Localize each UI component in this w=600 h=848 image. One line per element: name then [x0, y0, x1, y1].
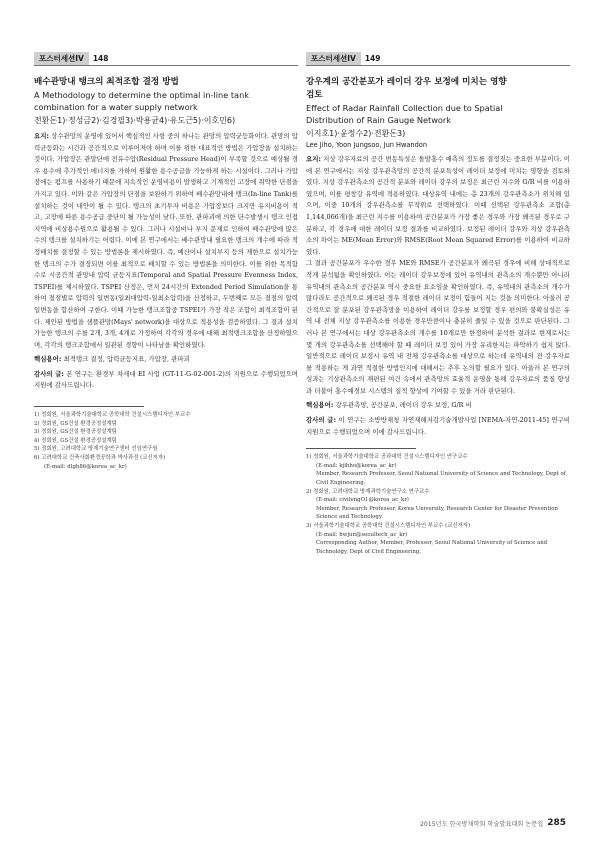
abstract-text: 지상 강우자료의 공간 변동특성은 돌발홍수 예측의 정도를 결정짓는 중요한 부분이다. 이에 본 연구에서는 지상 강우관측망의 공간적 분포특성이 레이더 보정에 미치는 영향을 검토하였다. 지상 강우관측소의 공간적 분포와 레이더 강우의 보정은 최근린 지수와 G/R 비를 이용하였으며, 이를 평창강 유역에 적용하였다. 대상유역 내에는 총 23개의 강우관측소가 위치해 있으며, 이중 10개의 강우관측소를 무작위로 선택하였다. 이때 선택된 강우관측소 조합(총 1,144,066개)을 최근린 지수를 이용하여 공간분포가 가장 좋은 경우와 가장 왜곡된 경우로 구분하고, 각 경우에 대한 레이더 보정 결과를 비교하였다. 보정된 레이더 강우와 지상 강우관측소의 차이는 ME(Mean Error)와 RMSE(Root Mean Squared Error)를 이용하여 비교하였다.	[306, 155, 570, 256]
session-tag: 포스터세션IV	[306, 52, 361, 65]
page-footer	[356, 818, 566, 828]
footnote: (E-mail: kjihho@korea_ac_kr)	[316, 462, 397, 469]
footnote: (E-mail: dlgh86@korea_ac_kr)	[44, 463, 127, 470]
page-number: 285	[547, 818, 566, 828]
paper-title-ko-line2: 검토	[306, 90, 323, 100]
ack-text: 본 연구는 환경부 차세대 EI 사업 (GT-11-G-02-001-2)의 지원으로 수행되었으며 지원에 감사드립니다.	[34, 369, 298, 390]
footnote-divider	[306, 448, 416, 449]
footnotes	[34, 411, 298, 471]
session-number: 148	[92, 54, 109, 63]
footnote-divider	[34, 406, 144, 407]
footnotes	[306, 453, 570, 556]
ack-label: 감사의 글:	[306, 416, 337, 425]
session-header	[306, 52, 570, 66]
footnote: 2) 정회원, 고려대학교 방재과학기술연구소 연구교수	[306, 488, 430, 495]
abstract	[34, 131, 298, 351]
paper-title-en-line2: combination for a water supply network	[34, 102, 198, 112]
footnote: 1) 정회원, 서울과학기술대학교 공학대학 건설시스템디자인 부교수	[34, 412, 191, 419]
keywords-text: 강우관측망, 공간분포, 레이더 강우 보정, G/R 비	[333, 401, 472, 410]
footnote: 2) 정회원, GS건설 환경공정설계팀	[34, 420, 117, 427]
authors-en: Lee Jiho, Yoon Jungsoo, Jun Hwandon	[306, 141, 427, 149]
ack-text: 이 연구는 소방방재청 자연재해저감기술개발사업 [NEMA-자연-2011-45] 연구비 지원으로 수행되었으며 이에 감사드립니다.	[306, 416, 570, 436]
acknowledgement	[306, 415, 570, 438]
authors: 이지호1)·윤정수2)·전환돈3)	[306, 129, 406, 138]
footnote: (E-mail: civilengO1@korea_ac_kr)	[316, 497, 409, 504]
abstract-text: 상수관망의 운영에 있어서 핵심적인 사항 중의 하나는 관망의 압력균등화이다. 관망의 압력균등화는 시간과 공간적으로 이루어져야 하며 이를 위한 대표적인 방법은 가압장을 설치하는 것이다. 가압장은 관말단에 전유수압(Residual Pressure Head)이 부족할 것으로 예상될 경우 용수에 추가적인 에너지를 가하여 원활한 용수공급을 가능하게 하는 시설이다. 그러나 가압장에는 펌프를 사용하기 때문에 지속적인 운영비용이 발생하고 기계적인 고장에 취약한 단점을 가지고 있다. 이와 같은 가압장의 단점을 보완하기 위하여 배수관망내에 탱크(In-line Tank)를 설치하는 것이 대안이 될 수 있다. 탱크의 초기투자 비용은 가압장보다 크지만 유지비용이 적고, 고장에 따른 용수공급 중단이 될 가능성이 낮다. 또한, 관파괴에 의한 단수발생시 탱크 인접지역에 비상용수원으로 활용될 수 있다. 그러나 시설비나 부지 문제로 인하여 배수관망에 많은 수의 탱크를 설치하기는 어렵다. 이에 본 연구에서는 배수관망내 필요한 탱크의 개수에 따라 적정배치를 결정할 수 있는 방법론을 제시하였다. 즉, 예산이나 설치부지 등의 제한으로 설치가능한 탱크의 수가 결정되면 이를 최적으로 배치할 수 있는 방법론을 의미한다. 이를 위한 목적함수로 시공간적 관망내 압력 균등지표(Temporal and Spatial Pressure Evenness Index, TSPEI)를 제시하였다. TSPEI 산정은, 먼저 24시간의 Extended Period Simulation을 통하여 절점별로 압력의 일변동(일최대압력-일최소압력)을 산정하고, 두번째로 모든 절점의 압력 일변동을 합산하여 구한다. 이때 가능한 탱크조합중 TSPEI가 가장 작은 조합이 최적조합이 된다. 제안된 방법을 샘플관망(Mays' network)을 대상으로 적용성을 검증하였다. 그 결과 설치 가능한 탱크의 수를 2개, 3개, 4개로 가정하여 각각의 경우에 대해 최적탱크조합을 산정하였으며, 각각의 탱크조합에서 일관된 경향이 나타남을 확인하였다.	[34, 132, 298, 349]
session-tag: 포스터세션IV	[34, 52, 89, 65]
keywords-label: 핵심용어:	[34, 355, 62, 364]
footnote: 1) 정회원, 서울과학기술대학교 공과대학 건설시스템디자인 연구교수	[306, 454, 468, 461]
keywords	[34, 354, 298, 366]
footnote: 3) 서울과학기술대학교 공학대학 건설시스템디자인 부교수 (교신저자)	[306, 523, 471, 529]
paper-148	[34, 52, 298, 471]
footnote: 5) 정회원, 고려대학교 방재기술연구센터 선임연구원	[34, 446, 158, 453]
ack-label: 감사의 글:	[34, 369, 64, 378]
session-number: 149	[364, 54, 381, 63]
abstract	[306, 154, 570, 258]
footnote: (E-mail: hwjun@seoultech_ac_kr)	[316, 531, 408, 538]
keywords	[306, 400, 570, 412]
authors: 전환돈1)·정성금2)·김경필3)·박용균4)·유도근5)·이호민6)	[34, 116, 236, 125]
keywords-text: 최적탱크 결정, 압력균등지표, 가압장, 관파괴	[61, 355, 190, 364]
paper-title-ko: 배수관망내 탱크의 최적조합 결정 방법	[34, 77, 179, 87]
abstract-paragraph-2: 그 결과 공간분포가 우수한 경우 ME와 RMSE가 공간분포가 왜곡된 경우에 비해 상대적으로 작게 분석됨을 확인하였다. 이는 레이더 강우보정에 있어 유역내의 관측소의 개수뿐만 아니라 유역내의 관측소의 공간분포 역시 중요한 요소임을 확인하였다. 즉, 유역내의 관측소의 개수가 많다라도 공간적으로 왜곡된 경우 적절한 레이더 보정이 힘들어 지는 것을 의미한다. 아울러 공간적으로 잘 분포된 강우관측망을 이용하여 레이더 강우를 보정할 경우 편의와 불확실성은 유역 내 전체 지상 강우관측소를 이용한 경우만큼이나 충분히 줄일 수 있을 것으로 판단된다. 그러나 본 연구에서는 대상 강우관측소의 개수를 10개로만 한정하여 분석한 결과로 현재로서는 몇 개의 강우관측소를 선택해야 할 때 레이더 보정 있어 가장 유리한지는 파악하기 쉽지 않다. 일반적으로 레이더 보정시 유역 내 전체 강우관측소를 대상으로 하는데 유역내의 전 강우자료를 적용하는 게 과연 적절한 방법인지에 대해서는 추후 논의할 필요가 있다. 아울러 본 연구의 성과는 기상관측소의 재편된 여건 속에서 관측망의 효율적 운영을 통해 강우자료의 품질 향상과 더불어 홍수예경보 시스템의 질적 향상에 기여할 수 있을 거라 판단된다.	[306, 259, 570, 395]
conference-name: 2015년도 한국방재학회 학술발표대회 논문집	[419, 820, 544, 828]
footnote: 3) 정회원, GS건설 환경공정설계팀	[34, 429, 117, 436]
keywords-label: 핵심용어:	[306, 401, 334, 410]
paper-title-en-line1: A Methodology to determine the optimal in-line tank	[34, 90, 250, 100]
footnote: 6) 고려대학교 건축사회환경공학과 박사과정 (교신저자)	[34, 455, 166, 462]
footnote: Member, Research Professor, Korea University, Research Center for Disaster Prevention Science and Technology.	[316, 505, 558, 521]
footnote: Corresponding Author, Member, Professor, Seoul National University of Science and Technology, Dept of Civil Engineering.	[316, 540, 548, 555]
paper-title-ko-line1: 강우계의 공간분포가 레이더 강우 보정에 미치는 영향	[306, 77, 507, 87]
footnote: 4) 정회원, GS건설 환경공정설계팀	[34, 437, 117, 444]
abstract-label: 요지:	[34, 132, 50, 140]
paper-title-en-line2: Distribution of Rain Gauge Network	[306, 115, 452, 125]
acknowledgement	[34, 369, 298, 392]
paper-149	[306, 52, 570, 556]
abstract-label: 요지:	[306, 155, 322, 163]
footnote: Member, Research Professor, Seoul National University of Science and Technology, Dept of Civil Engineering.	[316, 471, 566, 487]
session-header	[34, 52, 298, 66]
paper-title-en-line1: Effect of Radar Rainfall Collection due to Spatial	[306, 103, 503, 113]
